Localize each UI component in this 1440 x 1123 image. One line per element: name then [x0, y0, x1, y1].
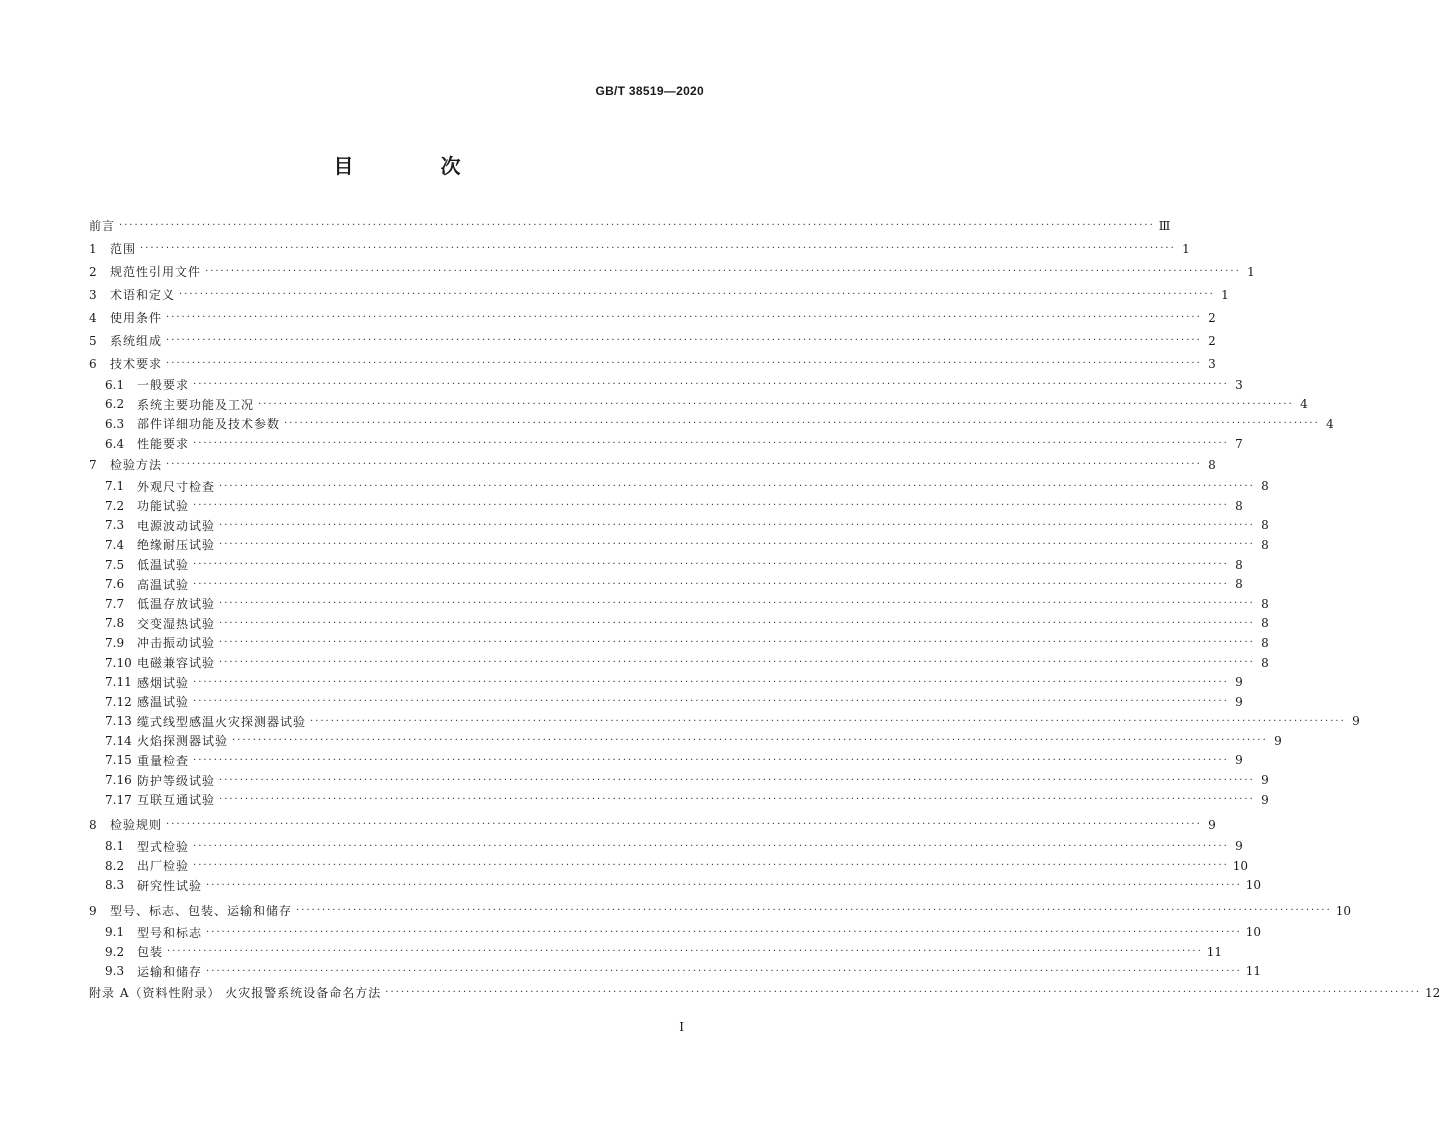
toc-entry[interactable] — [89, 856, 1249, 876]
toc-entry[interactable] — [89, 555, 1243, 575]
toc-entry-number: 7.13 — [105, 714, 132, 729]
toc-entry-page: 8 — [1261, 655, 1269, 670]
toc-entry-page: 9 — [1235, 694, 1243, 709]
toc-entry-page: Ⅲ — [1158, 218, 1171, 233]
toc-entry-number: 7.5 — [105, 557, 125, 572]
toc-dot-leader: ········································································································································································································ — [193, 379, 1229, 391]
toc-entry-number: 7.1 — [105, 479, 125, 494]
toc-entry[interactable] — [89, 751, 1243, 771]
toc-entry-title: 绝缘耐压试验 — [137, 538, 216, 553]
toc-entry-number: 2 — [89, 264, 97, 279]
toc-entry-title: 低温试验 — [137, 558, 190, 573]
toc-entry-page: 10 — [1245, 878, 1262, 893]
toc-entry-title: 型式检验 — [137, 839, 190, 854]
toc-dot-leader: ········································································································································································································ — [119, 220, 1155, 231]
toc-entry-number: 6.1 — [105, 377, 125, 392]
toc-entry-page: 3 — [1235, 377, 1243, 392]
toc-dot-leader: ········································································································································································································ — [205, 266, 1241, 277]
toc-entry[interactable] — [89, 813, 1216, 836]
toc-entry-title: 研究性试验 — [137, 878, 203, 893]
toc-entry-title: 互联互通试验 — [137, 793, 216, 808]
toc-dot-leader: ········································································································································································································ — [166, 312, 1202, 323]
toc-entry[interactable] — [89, 329, 1216, 352]
toc-entry-title: 型号和标志 — [137, 925, 203, 940]
toc-entry[interactable] — [89, 770, 1269, 790]
toc-entry-number: 6.3 — [105, 416, 125, 431]
toc-entry-page: 4 — [1300, 397, 1308, 412]
toc-dot-leader: ········································································································································································································ — [193, 676, 1229, 688]
toc-entry[interactable] — [89, 961, 1262, 981]
page-title: 目 次 — [333, 154, 501, 178]
toc-entry-number: 7.17 — [105, 792, 132, 807]
toc-entry-title: 火焰探测器试验 — [137, 734, 229, 749]
toc-entry-page: 11 — [1206, 944, 1223, 959]
toc-entry-title: 一般要求 — [137, 378, 190, 393]
toc-dot-leader: ········································································································································································································ — [310, 715, 1346, 727]
toc-entry[interactable] — [89, 633, 1269, 653]
toc-entry-number: 7 — [89, 457, 97, 472]
toc-entry-page: 12 — [1425, 985, 1440, 1000]
toc-entry-number: 1 — [89, 241, 97, 256]
toc-entry[interactable] — [89, 653, 1269, 673]
toc-entry[interactable] — [89, 516, 1269, 536]
toc-entry-title: 冲击振动试验 — [137, 636, 216, 651]
toc-entry-page: 8 — [1261, 537, 1269, 552]
toc-entry-page: 4 — [1326, 416, 1334, 431]
toc-dot-leader: ········································································································································································································ — [193, 754, 1229, 766]
toc-entry-title: 范围 — [110, 242, 137, 256]
toc-entry-number: 7.16 — [105, 773, 132, 788]
toc-entry-page: 1 — [1182, 241, 1190, 256]
toc-entry-number: 8 — [89, 817, 97, 832]
toc-entry-title: 部件详细功能及技术参数 — [137, 417, 281, 432]
toc-dot-leader: ········································································································································································································ — [206, 926, 1242, 938]
toc-entry-title: 使用条件 — [110, 311, 163, 325]
toc-entry-page: 9 — [1235, 839, 1243, 854]
toc-entry-title: 技术要求 — [110, 357, 163, 371]
toc-entry-page: 7 — [1235, 436, 1243, 451]
toc-entry-number: 9 — [89, 903, 97, 918]
toc-entry-title: 附录 A（资料性附录） 火灾报警系统设备命名方法 — [89, 986, 382, 1001]
toc-entry-title: 高温试验 — [137, 577, 190, 592]
toc-entry-page: 8 — [1208, 457, 1216, 472]
toc-entry-title: 功能试验 — [137, 499, 190, 514]
toc-entry-title: 型号、标志、包装、运输和储存 — [110, 904, 293, 919]
toc-entry-number: 6 — [89, 356, 97, 371]
toc-entry-title: 出厂检验 — [137, 859, 190, 874]
toc-entry[interactable] — [89, 375, 1243, 395]
toc-entry-title: 防护等级试验 — [137, 773, 216, 788]
toc-entry-number: 7.9 — [105, 635, 125, 650]
toc-dot-leader: ········································································································································································································ — [284, 418, 1320, 430]
toc-dot-leader: ········································································································································································································ — [219, 637, 1255, 649]
toc-entry-number: 5 — [89, 333, 97, 348]
toc-entry-page: 2 — [1208, 333, 1216, 348]
toc-entry-page: 9 — [1261, 773, 1269, 788]
toc-entry[interactable] — [89, 352, 1216, 375]
toc-dot-leader: ········································································································································································································ — [193, 578, 1229, 590]
toc-entry-page: 8 — [1261, 616, 1269, 631]
toc-entry-title: 系统组成 — [110, 334, 163, 348]
toc-dot-leader: ········································································································································································································ — [166, 358, 1202, 369]
toc-entry[interactable] — [89, 922, 1262, 942]
toc-entry-page: 10 — [1245, 925, 1262, 940]
toc-entry-page: 8 — [1261, 596, 1269, 611]
toc-entry-number: 6.4 — [105, 436, 125, 451]
toc-entry[interactable] — [89, 476, 1269, 496]
toc-entry[interactable] — [89, 594, 1269, 614]
toc-entry-title: 重量检查 — [137, 753, 190, 768]
toc-entry-number: 9.2 — [105, 944, 125, 959]
toc-entry-page: 9 — [1274, 733, 1282, 748]
toc-entry-page: 1 — [1247, 264, 1255, 279]
toc-entry-page: 9 — [1352, 714, 1360, 729]
toc-entry[interactable] — [89, 574, 1243, 594]
toc-dot-leader: ········································································································································································································ — [193, 840, 1229, 852]
toc-entry[interactable] — [89, 414, 1334, 434]
toc-entry[interactable] — [89, 672, 1243, 692]
toc-entry-page: 8 — [1261, 635, 1269, 650]
toc-dot-leader: ········································································································································································································ — [193, 696, 1229, 708]
toc-entry[interactable] — [89, 214, 1171, 237]
toc-entry[interactable] — [89, 260, 1255, 283]
toc-dot-leader: ········································································································································································································ — [167, 946, 1203, 958]
toc-entry-page: 10 — [1335, 903, 1352, 918]
toc-entry-page: 1 — [1221, 287, 1229, 302]
toc-entry-page: 9 — [1208, 817, 1216, 832]
toc-entry-page: 11 — [1245, 964, 1262, 979]
toc-dot-leader: ········································································································································································································ — [296, 905, 1332, 917]
standard-code: GB/T 38519—2020 — [595, 84, 704, 98]
toc-entry-number: 7.14 — [105, 733, 132, 748]
toc-dot-leader: ········································································································································································································ — [258, 398, 1294, 410]
toc-entry-number: 9.1 — [105, 925, 125, 940]
toc-entry-page: 8 — [1235, 557, 1243, 572]
toc-entry-number: 7.6 — [105, 577, 125, 592]
toc-entry-number: 4 — [89, 310, 97, 325]
toc-entry[interactable] — [89, 535, 1269, 555]
toc-entry[interactable] — [89, 692, 1243, 712]
toc-dot-leader: ········································································································································································································ — [140, 243, 1176, 254]
toc-entry-title: 感烟试验 — [137, 675, 190, 690]
toc-dot-leader: ········································································································································································································ — [219, 598, 1255, 610]
toc-entry-number: 7.8 — [105, 616, 125, 631]
toc-entry[interactable] — [89, 731, 1282, 751]
toc-dot-leader: ········································································································································································································ — [219, 480, 1255, 492]
toc-entry[interactable] — [89, 876, 1262, 896]
toc-entry-number: 6.2 — [105, 397, 125, 412]
toc-entry-number: 3 — [89, 287, 97, 302]
toc-entry[interactable] — [89, 614, 1269, 634]
toc-entry-title: 前言 — [89, 219, 116, 233]
toc-dot-leader: ········································································································································································································ — [193, 500, 1229, 512]
toc-entry-page: 8 — [1261, 518, 1269, 533]
toc-entry-page: 9 — [1261, 792, 1269, 807]
toc-dot-leader: ········································································································································································································ — [166, 819, 1202, 831]
toc-entry-number: 7.15 — [105, 753, 132, 768]
toc-entry-number: 7.7 — [105, 596, 125, 611]
toc-entry-number: 7.11 — [105, 675, 132, 690]
toc-dot-leader: ········································································································································································································ — [179, 289, 1215, 300]
toc-dot-leader: ········································································································································································································ — [193, 860, 1229, 872]
toc-dot-leader: ········································································································································································································ — [219, 539, 1255, 551]
toc-dot-leader: ········································································································································································································ — [166, 335, 1202, 346]
toc-entry-page: 8 — [1261, 479, 1269, 494]
toc-entry-title: 运输和储存 — [137, 964, 203, 979]
toc-entry-title: 检验方法 — [110, 458, 163, 473]
toc-entry[interactable] — [89, 836, 1243, 856]
toc-entry[interactable] — [89, 790, 1269, 810]
toc-entry-number: 8.2 — [105, 858, 125, 873]
page-number: Ⅰ — [679, 1020, 684, 1034]
toc-dot-leader: ········································································································································································································ — [219, 657, 1255, 669]
toc-entry[interactable] — [89, 899, 1352, 922]
toc-dot-leader: ········································································································································································································ — [206, 879, 1242, 891]
toc-entry-title: 性能要求 — [137, 437, 190, 452]
toc-entry[interactable] — [89, 496, 1243, 516]
toc-entry-title: 规范性引用文件 — [110, 265, 202, 279]
toc-dot-leader: ········································································································································································································ — [206, 965, 1242, 977]
toc-entry-title: 检验规则 — [110, 818, 163, 833]
toc-entry-title: 系统主要功能及工况 — [137, 397, 255, 412]
toc-entry-title: 电磁兼容试验 — [137, 656, 216, 671]
toc-entry-page: 9 — [1235, 753, 1243, 768]
toc-entry-title: 电源波动试验 — [137, 518, 216, 533]
toc-entry-number: 9.3 — [105, 964, 125, 979]
toc-entry-page: 8 — [1235, 498, 1243, 513]
toc-dot-leader: ········································································································································································································ — [219, 519, 1255, 531]
table-of-contents — [89, 214, 1440, 1004]
toc-dot-leader: ········································································································································································································ — [166, 459, 1202, 471]
toc-entry-title: 交变湿热试验 — [137, 616, 216, 631]
toc-dot-leader: ········································································································································································································ — [219, 774, 1255, 786]
toc-entry[interactable] — [89, 306, 1216, 329]
toc-entry-page: 10 — [1232, 858, 1249, 873]
toc-entry-number: 7.10 — [105, 655, 132, 670]
toc-entry-number: 8.3 — [105, 878, 125, 893]
toc-dot-leader: ········································································································································································································ — [193, 559, 1229, 571]
toc-entry[interactable] — [89, 712, 1360, 732]
toc-entry-title: 外观尺寸检查 — [137, 479, 216, 494]
toc-entry[interactable] — [89, 453, 1216, 476]
toc-entry-number: 7.3 — [105, 518, 125, 533]
toc-entry-title: 包装 — [137, 945, 164, 960]
toc-entry[interactable] — [89, 942, 1223, 962]
toc-entry-title: 术语和定义 — [110, 288, 176, 302]
toc-dot-leader: ········································································································································································································ — [232, 735, 1268, 747]
toc-entry-number: 7.12 — [105, 694, 132, 709]
toc-dot-leader: ········································································································································································································ — [219, 794, 1255, 806]
toc-entry[interactable] — [89, 395, 1308, 415]
toc-entry-page: 8 — [1235, 577, 1243, 592]
toc-entry-page: 9 — [1235, 675, 1243, 690]
toc-entry-title: 缆式线型感温火灾探测器试验 — [137, 714, 307, 729]
toc-dot-leader: ········································································································································································································ — [193, 438, 1229, 450]
toc-entry[interactable] — [89, 981, 1440, 1004]
toc-entry-page: 3 — [1208, 356, 1216, 371]
toc-entry[interactable] — [89, 237, 1190, 260]
toc-entry-number: 8.1 — [105, 839, 125, 854]
toc-entry[interactable] — [89, 434, 1243, 454]
toc-entry-number: 7.4 — [105, 537, 125, 552]
toc-entry-page: 2 — [1208, 310, 1216, 325]
toc-dot-leader: ········································································································································································································ — [385, 987, 1422, 999]
toc-entry-title: 感温试验 — [137, 695, 190, 710]
toc-dot-leader: ········································································································································································································ — [219, 617, 1255, 629]
toc-entry[interactable] — [89, 283, 1229, 306]
toc-entry-number: 7.2 — [105, 498, 125, 513]
toc-entry-title: 低温存放试验 — [137, 597, 216, 612]
